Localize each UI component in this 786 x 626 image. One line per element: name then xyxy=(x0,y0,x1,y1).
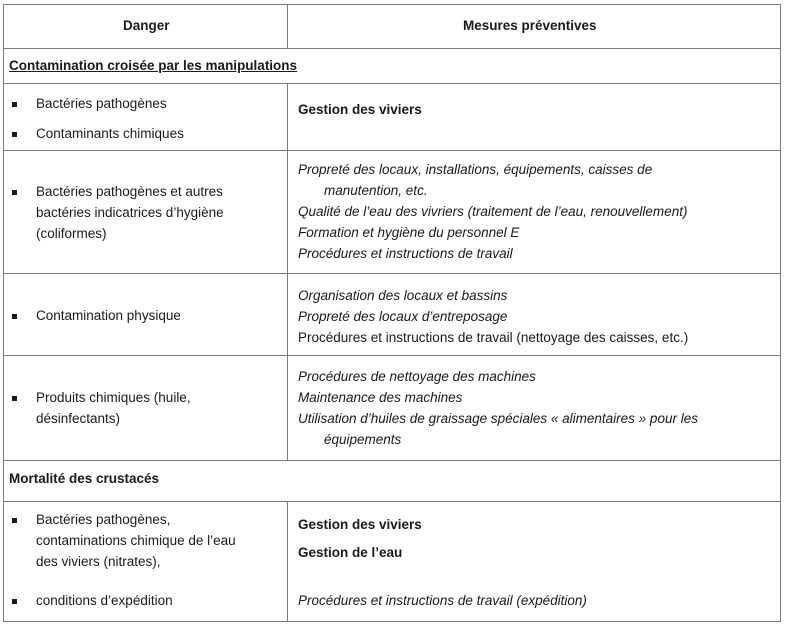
measure-item: Procédures et instructions de travail (nettoyage des caisses, etc.) xyxy=(298,330,689,345)
header-measures: Mesures préventives xyxy=(463,18,597,33)
measure-item: Maintenance des machines xyxy=(298,390,463,405)
row-divider xyxy=(3,501,781,502)
measure-item: manutention, etc. xyxy=(324,183,428,198)
measure-item: équipements xyxy=(324,432,402,447)
danger-item-line: (coliformes) xyxy=(36,226,107,241)
bullet-icon xyxy=(12,190,17,195)
header-danger: Danger xyxy=(123,18,170,33)
row-divider xyxy=(3,83,781,84)
danger-item-line: Bactéries pathogènes, xyxy=(36,512,171,527)
column-divider xyxy=(287,83,288,461)
section-title: Contamination croisée par les manipulations xyxy=(9,58,298,73)
measure-item: Formation et hygiène du personnel E xyxy=(298,225,520,240)
danger-item: conditions d’expédition xyxy=(36,593,173,608)
table-border-right xyxy=(780,4,781,622)
bullet-icon xyxy=(12,599,17,604)
row-divider xyxy=(3,460,781,461)
danger-item: Contaminants chimiques xyxy=(36,126,184,141)
row-divider xyxy=(3,355,781,356)
header-divider xyxy=(3,48,781,49)
section-title: Mortalité des crustacés xyxy=(9,471,160,486)
measure-item: Procédures et instructions de travail (expédition) xyxy=(298,593,587,608)
table-border-bottom xyxy=(3,621,781,622)
danger-item: Contamination physique xyxy=(36,308,181,323)
table-border-top xyxy=(3,4,781,5)
bullet-icon xyxy=(12,518,17,523)
measure-item: Organisation des locaux et bassins xyxy=(298,288,508,303)
bullet-icon xyxy=(12,102,17,107)
measure-item: Propreté des locaux, installations, équipements, caisses de xyxy=(298,162,653,177)
danger-item-line: Bactéries pathogènes et autres xyxy=(36,184,223,199)
bullet-icon xyxy=(12,314,17,319)
measure-item: Gestion des viviers xyxy=(298,517,422,532)
danger-item-line: contaminations chimique de l’eau xyxy=(36,533,236,548)
danger-item: Bactéries pathogènes xyxy=(36,96,167,111)
danger-item-line: bactéries indicatrices d’hygiène xyxy=(36,205,224,220)
column-divider xyxy=(287,4,288,49)
measure-item: Procédures et instructions de travail xyxy=(298,246,513,261)
measure-item: Procédures de nettoyage des machines xyxy=(298,369,536,384)
bullet-icon xyxy=(12,396,17,401)
column-divider xyxy=(287,501,288,622)
measure-item: Gestion des viviers xyxy=(298,102,422,117)
danger-item-line: Produits chimiques (huile, xyxy=(36,390,191,405)
hazard-table xyxy=(3,4,781,622)
danger-item-line: désinfectants) xyxy=(36,411,121,426)
row-divider xyxy=(3,273,781,274)
measure-item: Propreté des locaux d’entreposage xyxy=(298,309,508,324)
danger-item-line: des viviers (nitrates), xyxy=(36,554,161,569)
table-border-left xyxy=(3,4,4,622)
measure-item: Qualité de l’eau des vivriers (traitement de l’eau, renouvellement) xyxy=(298,204,688,219)
measure-item: Utilisation d’huiles de graissage spéciales « alimentaires » pour les xyxy=(298,411,698,426)
measure-item: Gestion de l’eau xyxy=(298,545,403,560)
bullet-icon xyxy=(12,132,17,137)
row-divider xyxy=(3,150,781,151)
